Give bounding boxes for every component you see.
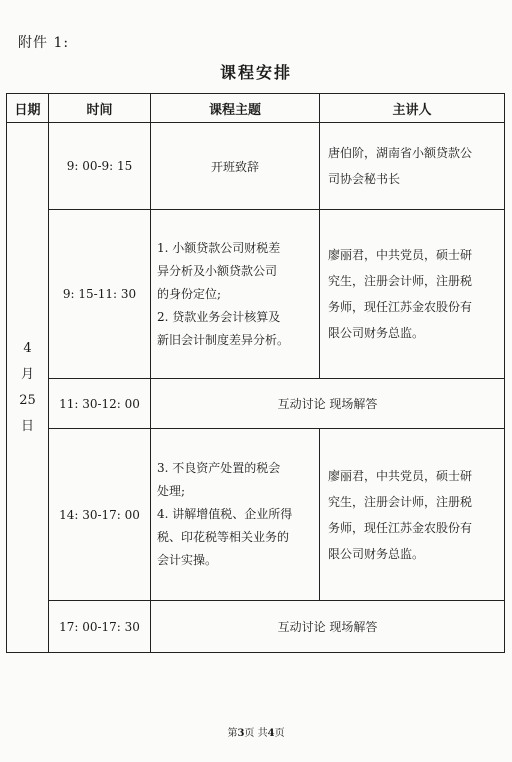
topic-line: 税、印花税等相关业务的 bbox=[157, 530, 290, 544]
time-cell: 11: 30-12: 00 bbox=[49, 379, 151, 429]
table-row bbox=[7, 601, 505, 653]
date-day-number: 25 bbox=[19, 392, 36, 408]
lecturer-line: 廖丽君，中共党员，硕士研 bbox=[328, 468, 473, 483]
lecturer-line: 究生，注册会计师，注册税 bbox=[328, 274, 473, 288]
attachment-label: 附件 1: bbox=[18, 35, 70, 51]
topic-line: 的身份定位; bbox=[157, 286, 222, 301]
lecturer-line: 务师，现任江苏金农股份有 bbox=[328, 300, 473, 314]
topic-line: 1. 小额贷款公司财税差 bbox=[157, 240, 281, 255]
topic-line: 新旧会计制度差异分析。 bbox=[157, 332, 290, 347]
discussion-cell: 互动讨论 现场解答 bbox=[151, 379, 505, 429]
date-cell bbox=[7, 123, 49, 653]
lecturer-line: 务师，现任江苏金农股份有 bbox=[328, 520, 473, 535]
time-cell: 9: 00-9: 15 bbox=[49, 123, 151, 210]
table-row bbox=[7, 429, 505, 601]
schedule-table bbox=[6, 93, 505, 653]
footer-suffix: 页 bbox=[274, 728, 285, 739]
table-row bbox=[7, 379, 505, 429]
topic-line: 2. 贷款业务会计核算及 bbox=[157, 309, 281, 324]
footer-current-page: 3 bbox=[237, 728, 245, 739]
topic-line: 异分析及小额贷款公司 bbox=[157, 263, 278, 278]
page-title: 课程安排 bbox=[219, 63, 292, 82]
time-cell: 9: 15-11: 30 bbox=[49, 210, 151, 379]
footer-middle: 页 共 bbox=[244, 728, 268, 739]
date-month-number: 4 bbox=[23, 340, 32, 356]
footer-total-pages: 4 bbox=[267, 728, 275, 739]
topic-line: 4. 讲解增值税、企业所得 bbox=[157, 507, 293, 521]
lecturer-line: 究生，注册会计师，注册税 bbox=[328, 494, 473, 509]
topic-line: 会计实操。 bbox=[157, 553, 218, 567]
topic-line: 处理; bbox=[157, 484, 186, 498]
table-header-row bbox=[7, 94, 505, 123]
lecturer-cell bbox=[320, 123, 505, 210]
lecturer-line: 限公司财务总监。 bbox=[328, 546, 425, 561]
date-day-char: 日 bbox=[20, 418, 34, 434]
column-header-time: 时间 bbox=[49, 94, 151, 123]
table-row bbox=[7, 123, 505, 210]
lecturer-line: 廖丽君，中共党员，硕士研 bbox=[328, 248, 473, 262]
lecturer-line: 唐伯阶，湖南省小额贷款公 bbox=[328, 146, 473, 160]
time-cell: 14: 30-17: 00 bbox=[49, 429, 151, 601]
topic-line: 3. 不良资产处置的税会 bbox=[157, 461, 281, 475]
lecturer-line: 限公司财务总监。 bbox=[328, 326, 425, 340]
column-header-lecturer: 主讲人 bbox=[320, 94, 505, 123]
lecturer-cell bbox=[320, 210, 505, 379]
column-header-topic: 课程主题 bbox=[151, 94, 320, 123]
lecturer-cell bbox=[320, 429, 505, 601]
time-cell: 17: 00-17: 30 bbox=[49, 601, 151, 653]
topic-cell bbox=[151, 429, 320, 601]
page-footer bbox=[0, 724, 512, 739]
lecturer-line: 司协会秘书长 bbox=[328, 172, 401, 186]
column-header-date: 日期 bbox=[7, 94, 49, 123]
discussion-cell: 互动讨论 现场解答 bbox=[151, 601, 505, 653]
date-month-char: 月 bbox=[20, 366, 34, 382]
footer-prefix: 第 bbox=[227, 728, 238, 739]
topic-cell bbox=[151, 210, 320, 379]
table-row bbox=[7, 210, 505, 379]
topic-cell: 开班致辞 bbox=[151, 123, 320, 210]
